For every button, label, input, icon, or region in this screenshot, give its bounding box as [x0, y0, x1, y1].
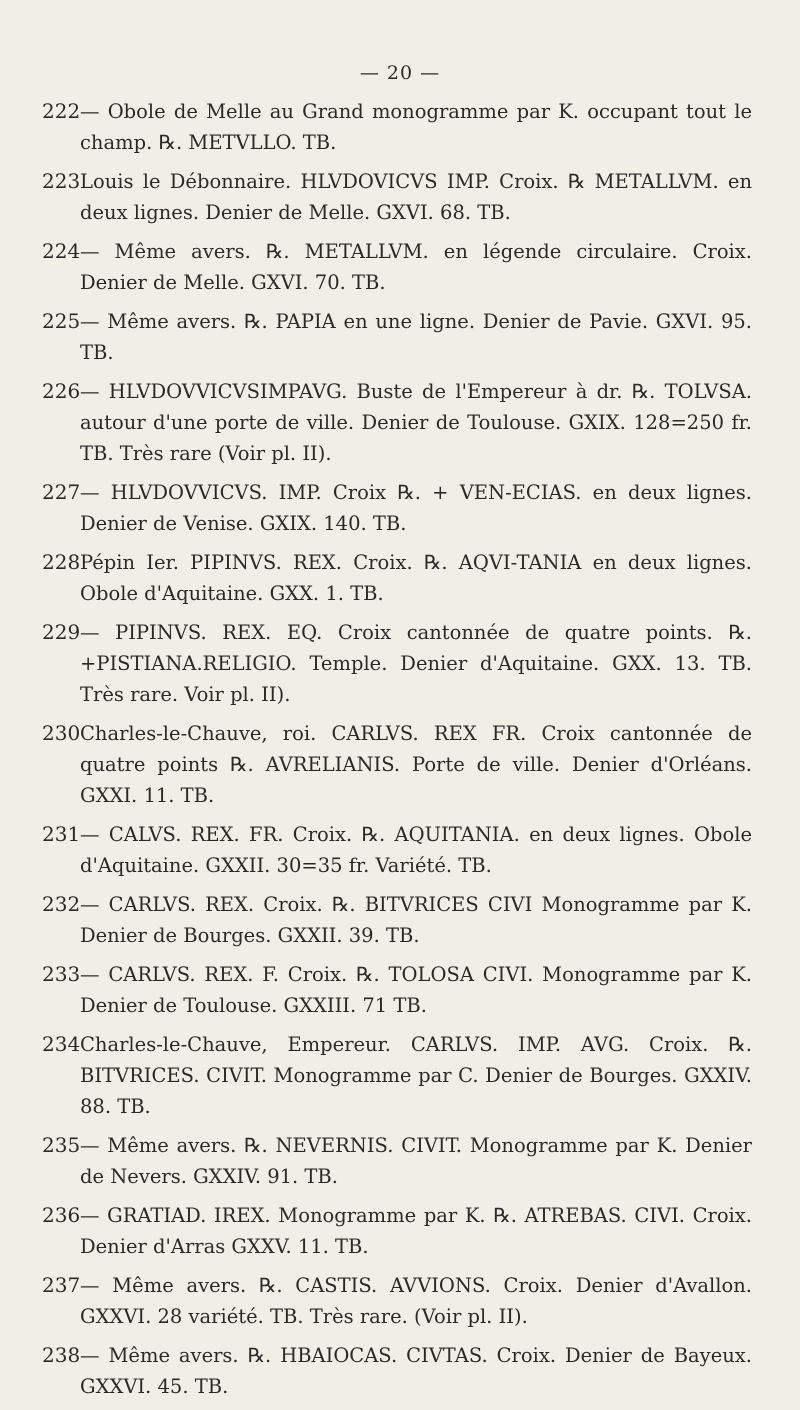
entry-text: — Même avers. ℞. PAPIA en une ligne. Denier de Pavie. GXVI. 95. TB.	[80, 310, 752, 364]
catalog-entry	[40, 1200, 752, 1262]
entry-text: — CARLVS. REX. Croix. ℞. BITVRICES CIVI Monogramme par K. Denier de Bourges. GXXII. 39. TB.	[80, 893, 752, 947]
catalog-entry	[40, 306, 752, 368]
entry-number: 224	[42, 239, 81, 263]
entry-text: — GRATIAD. IREX. Monogramme par K. ℞. ATREBAS. CIVI. Croix. Denier d'Arras GXXV. 11. TB.	[80, 1204, 752, 1258]
entry-number: 237	[42, 1273, 81, 1297]
entry-text: Pépin Ier. PIPINVS. REX. Croix. ℞. AQVI-TANIA en deux lignes. Obole d'Aquitaine. GXX. 1. TB.	[80, 551, 752, 605]
catalog-entry	[40, 718, 752, 811]
entry-number: 231	[42, 822, 81, 846]
catalog-entry	[40, 889, 752, 951]
catalog-entry	[40, 1340, 752, 1402]
entry-number: 238	[42, 1343, 81, 1367]
catalog-entry	[40, 477, 752, 539]
entry-text: — Même avers. ℞. METALLVM. en légende circulaire. Croix. Denier de Melle. GXVI. 70. TB.	[80, 240, 752, 294]
entry-number: 235	[42, 1133, 81, 1157]
entry-number: 232	[42, 892, 81, 916]
entry-number: 234	[42, 1032, 81, 1056]
catalog-entry	[40, 959, 752, 1021]
entry-number: 230	[42, 721, 81, 745]
catalog-entry	[40, 819, 752, 881]
entry-text: Louis le Débonnaire. HLVDOVICVS IMP. Croix. ℞ METALLVM. en deux lignes. Denier de Melle. GXVI. 68. TB.	[80, 170, 752, 224]
entry-number: 225	[42, 309, 81, 333]
catalog-entry	[40, 1029, 752, 1122]
catalog-entry	[40, 617, 752, 710]
entry-number: 229	[42, 620, 81, 644]
entry-number: 222	[42, 99, 81, 123]
catalog-entry	[40, 96, 752, 158]
entry-text: — HLVDOVVICVSIMPAVG. Buste de l'Empereur à dr. ℞. TOLVSA. autour d'une porte de ville. Denier de Toulouse. GXIX. 128=250 fr. TB. Très rare (Voir pl. II).	[80, 380, 752, 465]
catalog-entry	[40, 1130, 752, 1192]
entry-text: — CALVS. REX. FR. Croix. ℞. AQUITANIA. en deux lignes. Obole d'Aquitaine. GXXII. 30=35 fr. Variété. TB.	[80, 823, 752, 877]
entry-number: 236	[42, 1203, 81, 1227]
catalog-entry	[40, 376, 752, 469]
entry-text: — HLVDOVVICVS. IMP. Croix ℞. + VEN-ECIAS. en deux lignes. Denier de Venise. GXIX. 140. TB.	[80, 481, 752, 535]
catalog-entry	[40, 1270, 752, 1332]
page-number: — 20 —	[359, 62, 441, 84]
entry-text: — PIPINVS. REX. EQ. Croix cantonnée de quatre points. ℞. +PISTIANA.RELIGIO. Temple. Denier d'Aquitaine. GXX. 13. TB. Très rare. Voir pl. II).	[80, 621, 752, 706]
entry-text: — Obole de Melle au Grand monogramme par K. occupant tout le champ. ℞. METVLLO. TB.	[80, 100, 752, 154]
entry-text: — Même avers. ℞. NEVERNIS. CIVIT. Monogramme par K. Denier de Nevers. GXXIV. 91. TB.	[80, 1134, 752, 1188]
entry-text: — Même avers. ℞. CASTIS. AVVIONS. Croix. Denier d'Avallon. GXXVI. 28 variété. TB. Très rare. (Voir pl. II).	[80, 1274, 752, 1328]
entry-number: 223	[42, 169, 81, 193]
entry-number: 228	[42, 550, 81, 574]
entry-number: 233	[42, 962, 81, 986]
entry-text: Charles-le-Chauve, Empereur. CARLVS. IMP. AVG. Croix. ℞. BITVRICES. CIVIT. Monogramme par C. Denier de Bourges. GXXIV. 88. TB.	[80, 1033, 752, 1118]
catalog-entries	[40, 96, 752, 1410]
entry-text: — CARLVS. REX. F. Croix. ℞. TOLOSA CIVI. Monogramme par K. Denier de Toulouse. GXXIII. 71 TB.	[80, 963, 752, 1017]
entry-number: 227	[42, 480, 81, 504]
entry-number: 226	[42, 379, 81, 403]
catalog-entry	[40, 166, 752, 228]
entry-text: Charles-le-Chauve, roi. CARLVS. REX FR. Croix cantonnée de quatre points ℞. AVRELIANIS. Porte de ville. Denier d'Orléans. GXXI. 11. TB.	[80, 722, 752, 807]
catalog-entry	[40, 236, 752, 298]
entry-text: — Même avers. ℞. HBAIOCAS. CIVTAS. Croix. Denier de Bayeux. GXXVI. 45. TB.	[80, 1344, 752, 1398]
catalog-entry	[40, 547, 752, 609]
